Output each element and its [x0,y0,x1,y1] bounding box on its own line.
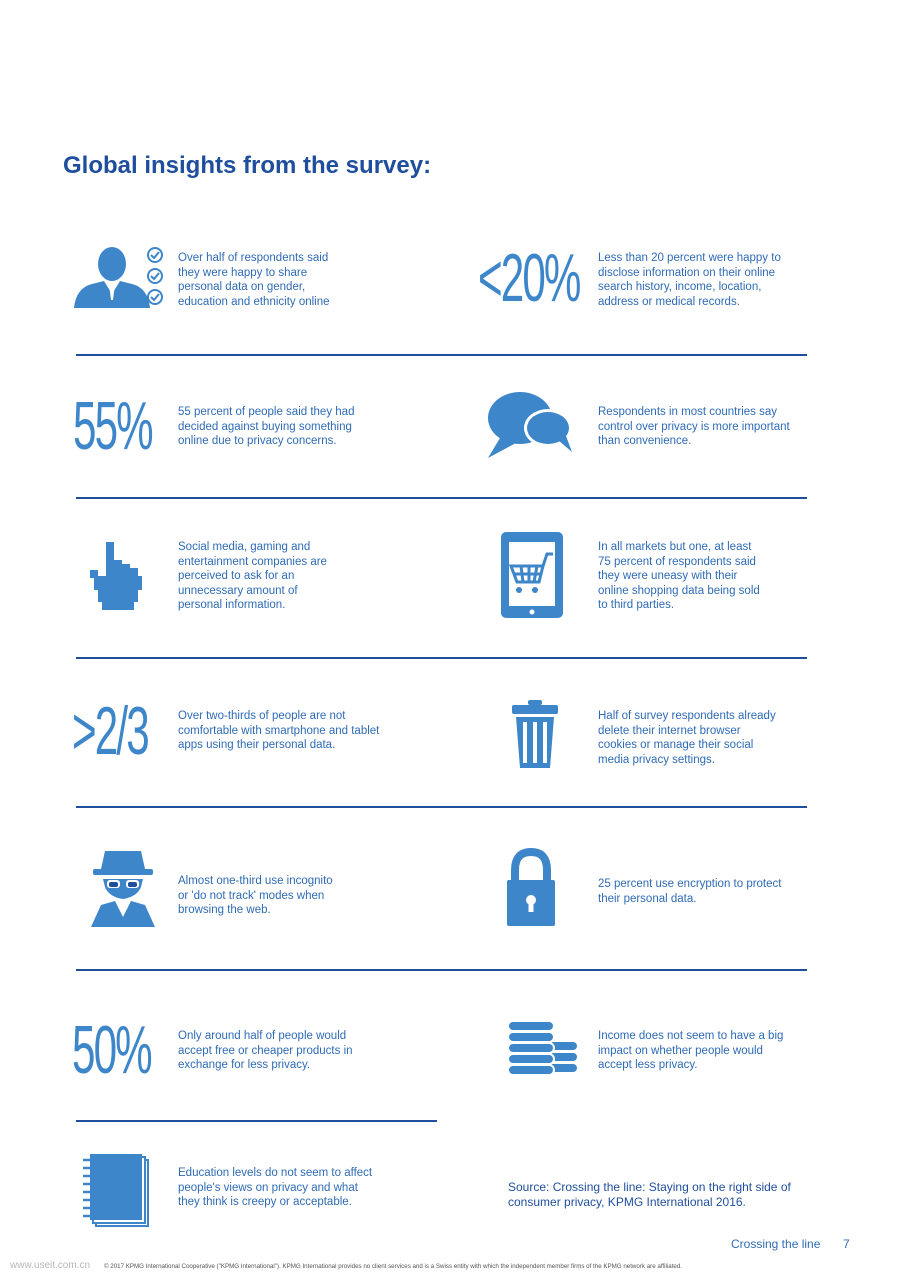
insight-text: Social media, gaming and entertainment companies are perceived to ask for an unnecessary amount of personal information. [178,541,327,612]
divider [76,497,807,499]
trash-can-icon [510,700,560,770]
insight-stat: <20% [478,240,580,316]
insight-text: In all markets but one, at least 75 percent of respondents said they were uneasy with their online shopping data being sold to third parties. [598,541,760,612]
padlock-icon [505,848,557,928]
notebook-icon [80,1152,150,1228]
divider [76,1120,437,1122]
person-check-icon [72,244,164,310]
footer-title: Crossing the line [731,1237,821,1251]
insight-text: Education levels do not seem to affect people's views on privacy and what they think is creepy or acceptable. [178,1167,373,1209]
insight-text: Less than 20 percent were happy to disclose information on their online search history, income, location, address or medical records. [598,252,781,308]
insight-text: Income does not seem to have a big impact on whether people would accept less privacy. [598,1030,784,1072]
pointing-hand-icon [86,540,148,612]
insight-text: Respondents in most countries say control over privacy is more important than convenience. [598,406,790,448]
speech-bubbles-icon [486,390,578,460]
page-title: Global insights from the survey: [63,152,432,179]
insight-text: Only around half of people would accept free or cheaper products in exchange for less privacy. [178,1030,353,1072]
divider [76,354,807,356]
divider [76,969,807,971]
coin-stacks-icon [506,1015,580,1077]
insight-text: Almost one-third use incognito or 'do not track' modes when browsing the web. [178,875,333,917]
insight-stat: 50% [72,1012,151,1088]
insight-stat: >2/3 [72,693,148,769]
insight-text: 25 percent use encryption to protect their personal data. [598,878,782,905]
insight-text: Over two-thirds of people are not comfortable with smartphone and tablet apps using their personal data. [178,710,380,752]
insight-text: Over half of respondents said they were happy to share personal data on gender, education and ethnicity online [178,252,330,308]
insight-text: 55 percent of people said they had decided against buying something online due to privacy concerns. [178,406,355,448]
copyright-notice: © 2017 KPMG International Cooperative ("KPMG International"). KPMG International provides no client services and is a Swiss entity with which the independent member firms of the KPMG network are affiliated. [104,1263,683,1270]
source-citation: Source: Crossing the line: Staying on the right side of consumer privacy, KPMG International 2016. [508,1180,791,1209]
divider [76,806,807,808]
divider [76,657,807,659]
insight-stat: 55% [73,388,152,464]
insight-text: Half of survey respondents already delete their internet browser cookies or manage their social media privacy settings. [598,710,776,766]
incognito-spy-icon [87,847,159,929]
tablet-cart-icon [499,530,565,620]
page-number: 7 [843,1237,850,1251]
watermark: www.useit.com.cn [10,1260,91,1271]
